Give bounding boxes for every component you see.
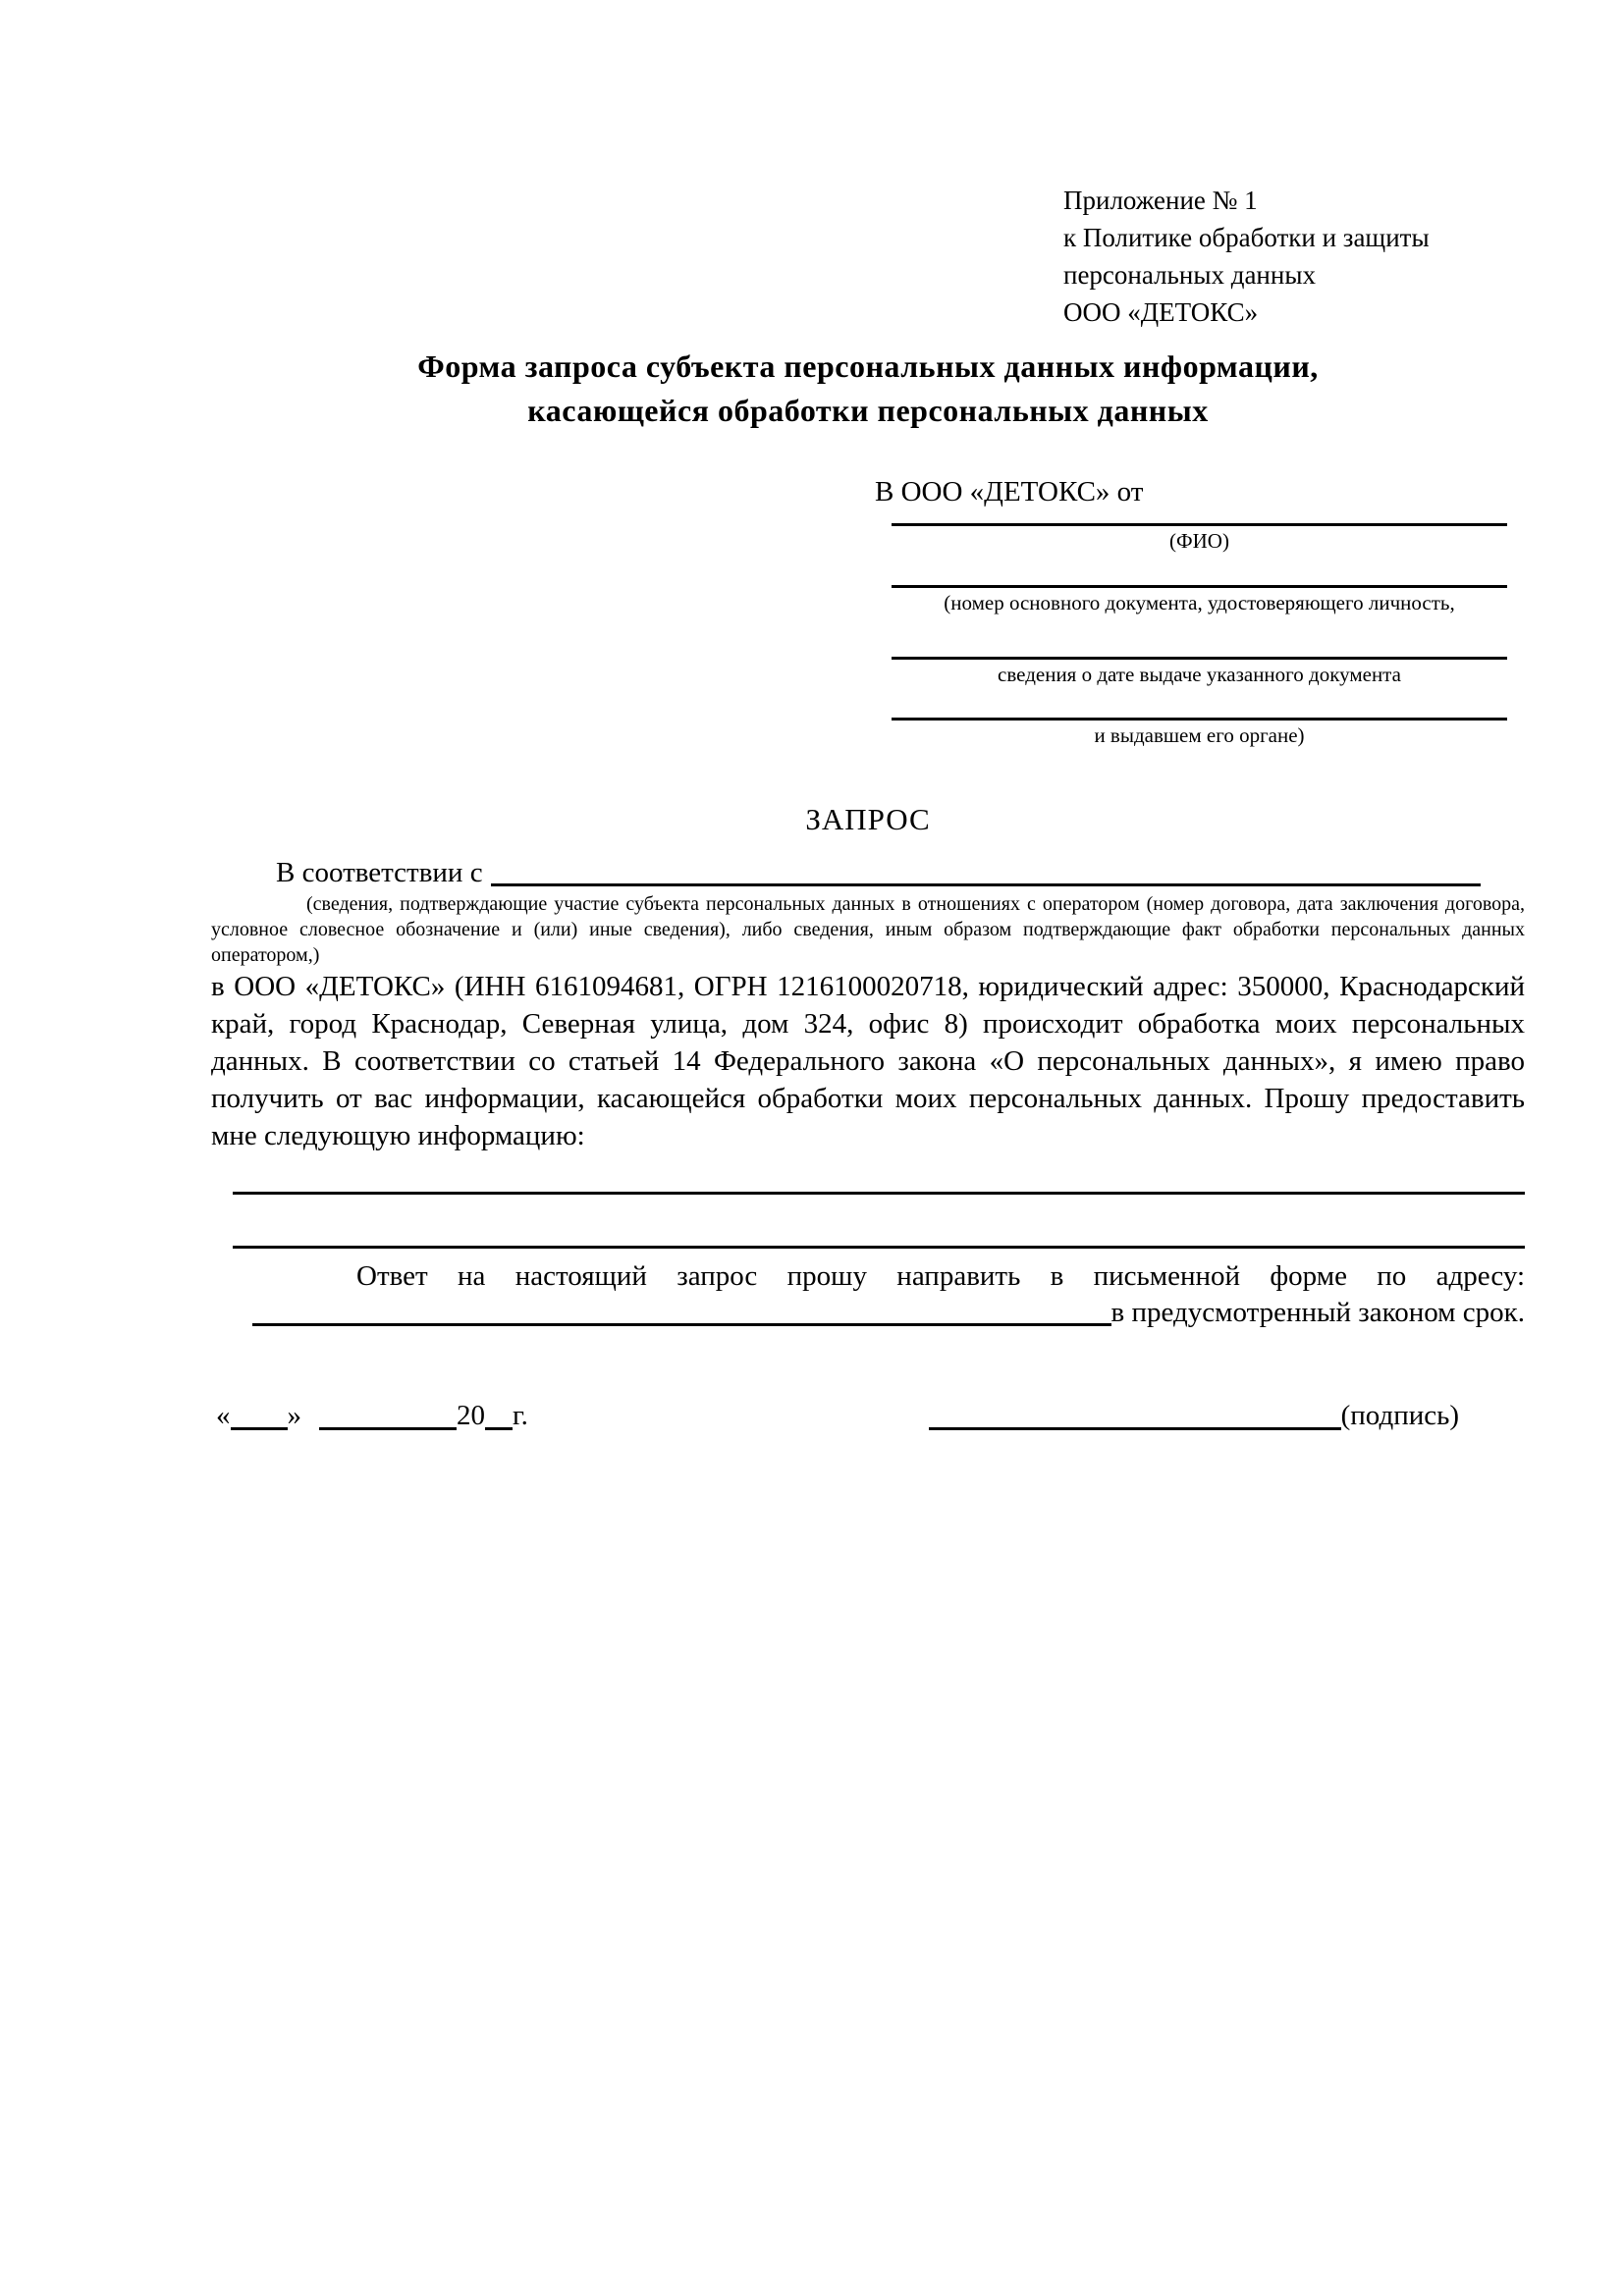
- issue-date-field-line: [892, 617, 1507, 660]
- accordance-row: [211, 854, 1525, 891]
- issue-date-caption: сведения о дате выдаче указанного документа: [998, 663, 1401, 686]
- accordance-fill-line: [491, 854, 1481, 886]
- appendix-line-2: к Политике обработки и защиты: [1063, 223, 1430, 252]
- appendix-line-3: персональных данных: [1063, 260, 1316, 290]
- document-title-line-2: касающейся обработки персональных данных: [527, 393, 1209, 428]
- body-paragraph: в ООО «ДЕТОКС» (ИНН 6161094681, ОГРН 1216100020718, юридический адрес: 350000, Краснодарский край, город Краснодар, Северная улица, дом 324, офис 8) происходит обработка моих персональных данных. В соответствии со статьей 14 Федерального закона «О персональных данных», я имею право получить от вас информации, касающейся обработки моих персональных данных. Прошу предоставить мне следующую информацию:: [211, 971, 1525, 1151]
- document-title: [211, 345, 1525, 433]
- reply-paragraph: Ответ на настоящий запрос прошу направить в письменной форме по адресу:: [356, 1260, 1525, 1292]
- info-fill-line-1: [233, 1192, 1525, 1195]
- id-document-caption: (номер основного документа, удостоверяющего личность,: [944, 591, 1455, 614]
- signature-fill-line: [929, 1402, 1341, 1430]
- appendix-line-1: Приложение № 1: [1063, 186, 1258, 215]
- reply-address-row: [211, 1295, 1525, 1331]
- addressee-line: В ООО «ДЕТОКС» от: [875, 476, 1144, 507]
- date-month-blank: [319, 1402, 457, 1430]
- signature-field: [929, 1398, 1459, 1434]
- id-document-field-line: [892, 556, 1507, 588]
- date-day-blank: [231, 1402, 288, 1430]
- date-field: [216, 1398, 528, 1434]
- reply-deadline-text: в предусмотренный законом срок.: [1110, 1297, 1525, 1328]
- accordance-prefix: В соответствии с: [276, 857, 483, 888]
- document-title-line-1: Форма запроса субъекта персональных данных информации,: [417, 348, 1319, 384]
- appendix-note: [1063, 182, 1525, 331]
- issuer-field-line: [892, 689, 1507, 721]
- footer-row: [211, 1398, 1525, 1434]
- date-year-prefix: 20: [457, 1400, 485, 1431]
- fio-field-line: [892, 509, 1507, 526]
- appendix-line-4: ООО «ДЕТОКС»: [1063, 297, 1259, 327]
- issuer-caption: и выдавшем его органе): [1094, 723, 1305, 747]
- request-heading: ЗАПРОС: [805, 802, 931, 836]
- date-year-blank: [485, 1402, 513, 1430]
- date-year-suffix: г.: [513, 1400, 528, 1431]
- address-fill-line: [252, 1295, 1111, 1326]
- signature-caption: (подпись): [1340, 1400, 1459, 1431]
- date-open-quote: «: [216, 1400, 231, 1431]
- info-fill-line-2: [233, 1246, 1525, 1249]
- date-close-quote: »: [287, 1400, 301, 1431]
- fio-caption: (ФИО): [1169, 529, 1229, 553]
- fine-print-note: (сведения, подтверждающие участие субъекта персональных данных в отношениях с оператором (номер договора, дата заключения договора, условное словесное обозначение и (или) иные сведения), либо сведения, иным образом подтверждающие факт обработки персональных данных оператором,): [211, 893, 1525, 966]
- addressee-fields: [892, 509, 1507, 750]
